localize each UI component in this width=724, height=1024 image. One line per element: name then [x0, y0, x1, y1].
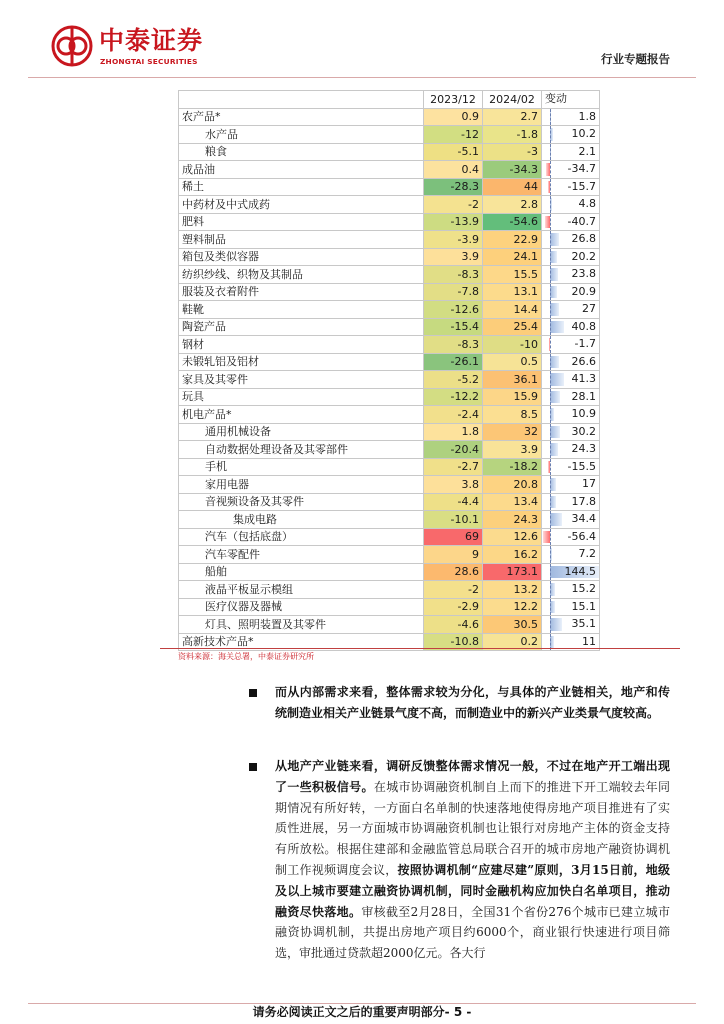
- row-name: 玩具: [179, 388, 424, 406]
- change-axis: [550, 564, 551, 581]
- change-value: 30.2: [571, 424, 596, 438]
- change-cell: [542, 528, 600, 546]
- value-2024: 30.5: [483, 616, 542, 634]
- col-header-name: [179, 91, 424, 109]
- change-cell: [542, 178, 600, 196]
- change-axis: [550, 581, 551, 598]
- table-row: [179, 493, 600, 511]
- value-2023: -12.6: [424, 301, 483, 319]
- change-axis: [550, 144, 551, 161]
- change-axis: [550, 546, 551, 563]
- value-2023: -8.3: [424, 266, 483, 284]
- row-name: 水产品: [179, 126, 424, 144]
- page-header: [0, 0, 724, 78]
- change-cell: [542, 231, 600, 249]
- table-row: [179, 371, 600, 389]
- table-row: [179, 283, 600, 301]
- change-axis: [550, 389, 551, 406]
- change-cell: [542, 126, 600, 144]
- table-row: [179, 178, 600, 196]
- change-bar: [550, 268, 558, 281]
- table-row: [179, 476, 600, 494]
- row-name: 船舶: [179, 563, 424, 581]
- change-axis: [550, 371, 551, 388]
- change-axis: [550, 126, 551, 143]
- change-bar: [550, 443, 558, 456]
- change-value: 7.2: [578, 547, 596, 560]
- change-cell: [542, 458, 600, 476]
- row-name: 家用电器: [179, 476, 424, 494]
- value-2024: 25.4: [483, 318, 542, 336]
- change-cell: [542, 283, 600, 301]
- change-axis: [550, 441, 551, 458]
- change-value: 20.2: [571, 249, 596, 263]
- value-2023: -10.8: [424, 633, 483, 651]
- paragraph-property: [275, 756, 670, 964]
- row-name: 成品油: [179, 161, 424, 179]
- value-2023: 0.4: [424, 161, 483, 179]
- table-row: [179, 318, 600, 336]
- change-axis: [550, 214, 551, 231]
- paragraph-property-lead: 从地产产业链来看，调研反馈整体需求情况一般，不过在地产开工端出现了一些积极信号。: [275, 759, 670, 794]
- value-2023: -2.4: [424, 406, 483, 424]
- value-2023: -4.4: [424, 493, 483, 511]
- row-name: 纺织纱线、织物及其制品: [179, 266, 424, 284]
- change-value: 27: [582, 302, 596, 315]
- change-cell: [542, 511, 600, 529]
- change-value: 144.5: [564, 564, 596, 578]
- row-name: 手机: [179, 458, 424, 476]
- paragraph-demand: [275, 682, 670, 724]
- table-row: [179, 213, 600, 231]
- row-name: 灯具、照明装置及其零件: [179, 616, 424, 634]
- value-2023: -15.4: [424, 318, 483, 336]
- bullet-icon: [249, 689, 257, 697]
- value-2024: 22.9: [483, 231, 542, 249]
- value-2024: 12.6: [483, 528, 542, 546]
- value-2024: 14.4: [483, 301, 542, 319]
- change-axis: [550, 249, 551, 266]
- change-value: -40.7: [567, 214, 596, 228]
- zhongtai-logo-icon: [50, 24, 94, 68]
- change-value: 1.8: [578, 109, 596, 123]
- change-value: 17: [582, 477, 596, 490]
- table-row: [179, 126, 600, 144]
- table-row: [179, 108, 600, 126]
- value-2023: 1.8: [424, 423, 483, 441]
- value-2023: -2.7: [424, 458, 483, 476]
- change-value: 4.8: [578, 197, 596, 210]
- brand-name-cn: 中泰证券: [99, 26, 204, 55]
- value-2023: -12.2: [424, 388, 483, 406]
- table-row: [179, 581, 600, 599]
- paragraph-property-body2: 审核截至2月28日，全国31个省份276个城市已建立城市融资协调机制，共提出房地产项目约6000个，商业银行快速进行项目筛选，审批通过贷款超2000亿元。各大行: [275, 904, 670, 961]
- value-2024: -54.6: [483, 213, 542, 231]
- change-value: -56.4: [567, 529, 596, 543]
- change-axis: [550, 301, 551, 318]
- value-2024: 15.9: [483, 388, 542, 406]
- row-name: 自动数据处理设备及其零部件: [179, 441, 424, 459]
- change-value: -15.7: [567, 179, 596, 193]
- change-cell: [542, 336, 600, 354]
- value-2024: 3.9: [483, 441, 542, 459]
- change-value: 26.6: [571, 354, 596, 368]
- value-2023: -8.3: [424, 336, 483, 354]
- col-header-change: [542, 91, 600, 109]
- change-cell: [542, 248, 600, 266]
- table-row: [179, 248, 600, 266]
- change-value: 40.8: [571, 319, 596, 333]
- change-cell: [542, 318, 600, 336]
- paragraph-property-body1: 在城市协调融资机制自上而下的推进下开工端较去年同期情况有所好转，一方面白名单制的快速落地使得房地产项目推进有了实质性进展，另一方面城市协调融资机制也让银行对房地产主体的资金支持有所放松。根据住建部和金融监管总局联合召开的城市房地产融资协调机制工作视频调度会议，: [275, 779, 670, 877]
- table-row: [179, 423, 600, 441]
- row-name: 鞋靴: [179, 301, 424, 319]
- row-name: 集成电路: [179, 511, 424, 529]
- value-2023: -5.2: [424, 371, 483, 389]
- value-2023: -28.3: [424, 178, 483, 196]
- value-2024: 2.7: [483, 108, 542, 126]
- change-value: 26.8: [571, 232, 596, 245]
- table-row: [179, 511, 600, 529]
- table-row: [179, 406, 600, 424]
- change-axis: [550, 231, 551, 248]
- change-value: 17.8: [571, 494, 596, 508]
- change-cell: [542, 616, 600, 634]
- change-axis: [550, 599, 551, 616]
- change-value: -1.7: [574, 337, 596, 350]
- change-value: 23.8: [571, 267, 596, 280]
- change-axis: [550, 354, 551, 371]
- change-cell: [542, 423, 600, 441]
- change-cell: [542, 371, 600, 389]
- row-name: 箱包及类似容器: [179, 248, 424, 266]
- change-axis: [550, 266, 551, 283]
- change-value: 15.1: [571, 599, 596, 613]
- table-row: [179, 528, 600, 546]
- table-row: [179, 598, 600, 616]
- header-divider: [28, 77, 696, 78]
- change-axis: [550, 459, 551, 476]
- change-axis: [550, 319, 551, 336]
- change-cell: [542, 441, 600, 459]
- change-bar: [550, 321, 564, 334]
- change-axis: [550, 511, 551, 528]
- table-row: [179, 546, 600, 564]
- change-bar: [550, 251, 557, 264]
- row-name: 未锻轧铝及铝材: [179, 353, 424, 371]
- paragraph-property-emphasis: 按照协调机制“应建尽建”原则，3月15日前，地级及以上城市要建立融资协调机制，同时金融机构应加快白名单项目，推动融资尽快落地。: [275, 862, 670, 919]
- value-2024: 24.3: [483, 511, 542, 529]
- row-name: 肥料: [179, 213, 424, 231]
- change-bar: [550, 513, 562, 526]
- change-axis: [550, 529, 551, 546]
- change-bar: [550, 426, 560, 439]
- value-2024: 15.5: [483, 266, 542, 284]
- row-name: 稀土: [179, 178, 424, 196]
- change-axis: [550, 284, 551, 301]
- value-2023: -2.9: [424, 598, 483, 616]
- row-name: 汽车（包括底盘）: [179, 528, 424, 546]
- change-value: 34.4: [571, 512, 596, 525]
- change-cell: [542, 406, 600, 424]
- change-bar: [550, 286, 557, 299]
- change-cell: [542, 563, 600, 581]
- report-type-label: 行业专题报告: [601, 52, 670, 66]
- row-name: 陶瓷产品: [179, 318, 424, 336]
- value-2023: -10.1: [424, 511, 483, 529]
- value-2023: 3.9: [424, 248, 483, 266]
- value-2024: 44: [483, 178, 542, 196]
- row-name: 机电产品*: [179, 406, 424, 424]
- table-row: [179, 143, 600, 161]
- table-row: [179, 196, 600, 214]
- table-row: [179, 353, 600, 371]
- value-2024: 0.5: [483, 353, 542, 371]
- change-axis: [550, 406, 551, 423]
- row-name: 音视频设备及其零件: [179, 493, 424, 511]
- change-value: 11: [582, 634, 596, 648]
- change-value: -15.5: [567, 459, 596, 473]
- col-header-2023: 2023/12: [424, 91, 483, 109]
- change-value: 20.9: [571, 284, 596, 298]
- brand-name-en: ZHONGTAI SECURITIES: [100, 57, 198, 66]
- change-cell: [542, 388, 600, 406]
- change-bar: [543, 531, 550, 544]
- row-name: 粮食: [179, 143, 424, 161]
- change-cell: [542, 546, 600, 564]
- row-name: 汽车零配件: [179, 546, 424, 564]
- change-bar: [550, 356, 559, 369]
- change-cell: [542, 581, 600, 599]
- value-2024: -1.8: [483, 126, 542, 144]
- change-cell: [542, 301, 600, 319]
- value-2023: 9: [424, 546, 483, 564]
- value-2024: 13.2: [483, 581, 542, 599]
- change-axis: [550, 196, 551, 213]
- change-cell: [542, 266, 600, 284]
- change-value: 24.3: [571, 442, 596, 455]
- col-header-2024: 2024/02: [483, 91, 542, 109]
- value-2023: -5.1: [424, 143, 483, 161]
- change-axis: [550, 494, 551, 511]
- change-cell: [542, 598, 600, 616]
- row-name: 家具及其零件: [179, 371, 424, 389]
- change-value: 10.2: [571, 127, 596, 140]
- value-2023: -4.6: [424, 616, 483, 634]
- table-header-row: [179, 91, 600, 109]
- change-axis: [550, 476, 551, 493]
- change-cell: [542, 196, 600, 214]
- change-axis: [550, 179, 551, 196]
- page-footer: 请务必阅读正文之后的重要声明部分- 5 -: [252, 1005, 472, 1019]
- table-row: [179, 388, 600, 406]
- col-header-change-label: 变动: [545, 92, 567, 105]
- value-2023: 0.9: [424, 108, 483, 126]
- change-cell: [542, 493, 600, 511]
- change-axis: [550, 161, 551, 178]
- value-2024: -18.2: [483, 458, 542, 476]
- value-2024: 24.1: [483, 248, 542, 266]
- change-value: 2.1: [578, 144, 596, 158]
- table-row: [179, 161, 600, 179]
- table-row: [179, 336, 600, 354]
- table-row: [179, 266, 600, 284]
- paragraph-demand-text: 而从内部需求来看，整体需求较为分化，与具体的产业链相关，地产和传统制造业相关产业链景气度不高，而制造业中的新兴产业类景气度较高。: [275, 685, 670, 720]
- change-bar: [550, 391, 560, 404]
- value-2023: -2: [424, 196, 483, 214]
- change-cell: [542, 353, 600, 371]
- change-value: 28.1: [571, 389, 596, 403]
- value-2023: 3.8: [424, 476, 483, 494]
- change-axis: [550, 336, 551, 353]
- change-axis: [550, 424, 551, 441]
- value-2023: 28.6: [424, 563, 483, 581]
- value-2024: 0.2: [483, 633, 542, 651]
- table-row: [179, 301, 600, 319]
- value-2024: 13.1: [483, 283, 542, 301]
- table-row: [179, 458, 600, 476]
- value-2024: 173.1: [483, 563, 542, 581]
- row-name: 液晶平板显示模组: [179, 581, 424, 599]
- value-2023: -26.1: [424, 353, 483, 371]
- row-name: 高新技术产品*: [179, 633, 424, 651]
- row-name: 服装及衣着附件: [179, 283, 424, 301]
- value-2024: 20.8: [483, 476, 542, 494]
- table-source: 资料来源：海关总署，中泰证券研究所: [178, 652, 314, 661]
- value-2023: -3.9: [424, 231, 483, 249]
- value-2024: 13.4: [483, 493, 542, 511]
- change-bar: [550, 373, 564, 386]
- change-cell: [542, 213, 600, 231]
- change-value: 41.3: [571, 372, 596, 385]
- change-value: 15.2: [571, 582, 596, 595]
- value-2024: 2.8: [483, 196, 542, 214]
- change-bar: [550, 618, 562, 631]
- bullet-icon: [249, 763, 257, 771]
- table-row: [179, 231, 600, 249]
- value-2024: 16.2: [483, 546, 542, 564]
- change-cell: [542, 108, 600, 126]
- value-2023: -7.8: [424, 283, 483, 301]
- row-name: 农产品*: [179, 108, 424, 126]
- value-2023: -12: [424, 126, 483, 144]
- value-2023: 69: [424, 528, 483, 546]
- table-row: [179, 441, 600, 459]
- change-axis: [550, 616, 551, 633]
- change-bar: [550, 303, 559, 316]
- trade-growth-table: [178, 90, 600, 651]
- value-2023: -13.9: [424, 213, 483, 231]
- table-row: [179, 563, 600, 581]
- value-2023: -20.4: [424, 441, 483, 459]
- value-2024: 12.2: [483, 598, 542, 616]
- change-cell: [542, 143, 600, 161]
- change-value: 35.1: [571, 617, 596, 630]
- table-row: [179, 616, 600, 634]
- change-cell: [542, 476, 600, 494]
- change-value: 10.9: [571, 407, 596, 420]
- row-name: 塑料制品: [179, 231, 424, 249]
- value-2024: 36.1: [483, 371, 542, 389]
- row-name: 通用机械设备: [179, 423, 424, 441]
- value-2023: -2: [424, 581, 483, 599]
- value-2024: -10: [483, 336, 542, 354]
- change-cell: [542, 161, 600, 179]
- value-2024: 8.5: [483, 406, 542, 424]
- change-value: -34.7: [567, 162, 596, 175]
- row-name: 钢材: [179, 336, 424, 354]
- value-2024: -34.3: [483, 161, 542, 179]
- change-axis: [550, 109, 551, 126]
- change-bar: [550, 233, 559, 246]
- value-2024: 32: [483, 423, 542, 441]
- value-2024: -3: [483, 143, 542, 161]
- row-name: 医疗仪器及器械: [179, 598, 424, 616]
- source-divider: [160, 648, 680, 649]
- row-name: 中药材及中式成药: [179, 196, 424, 214]
